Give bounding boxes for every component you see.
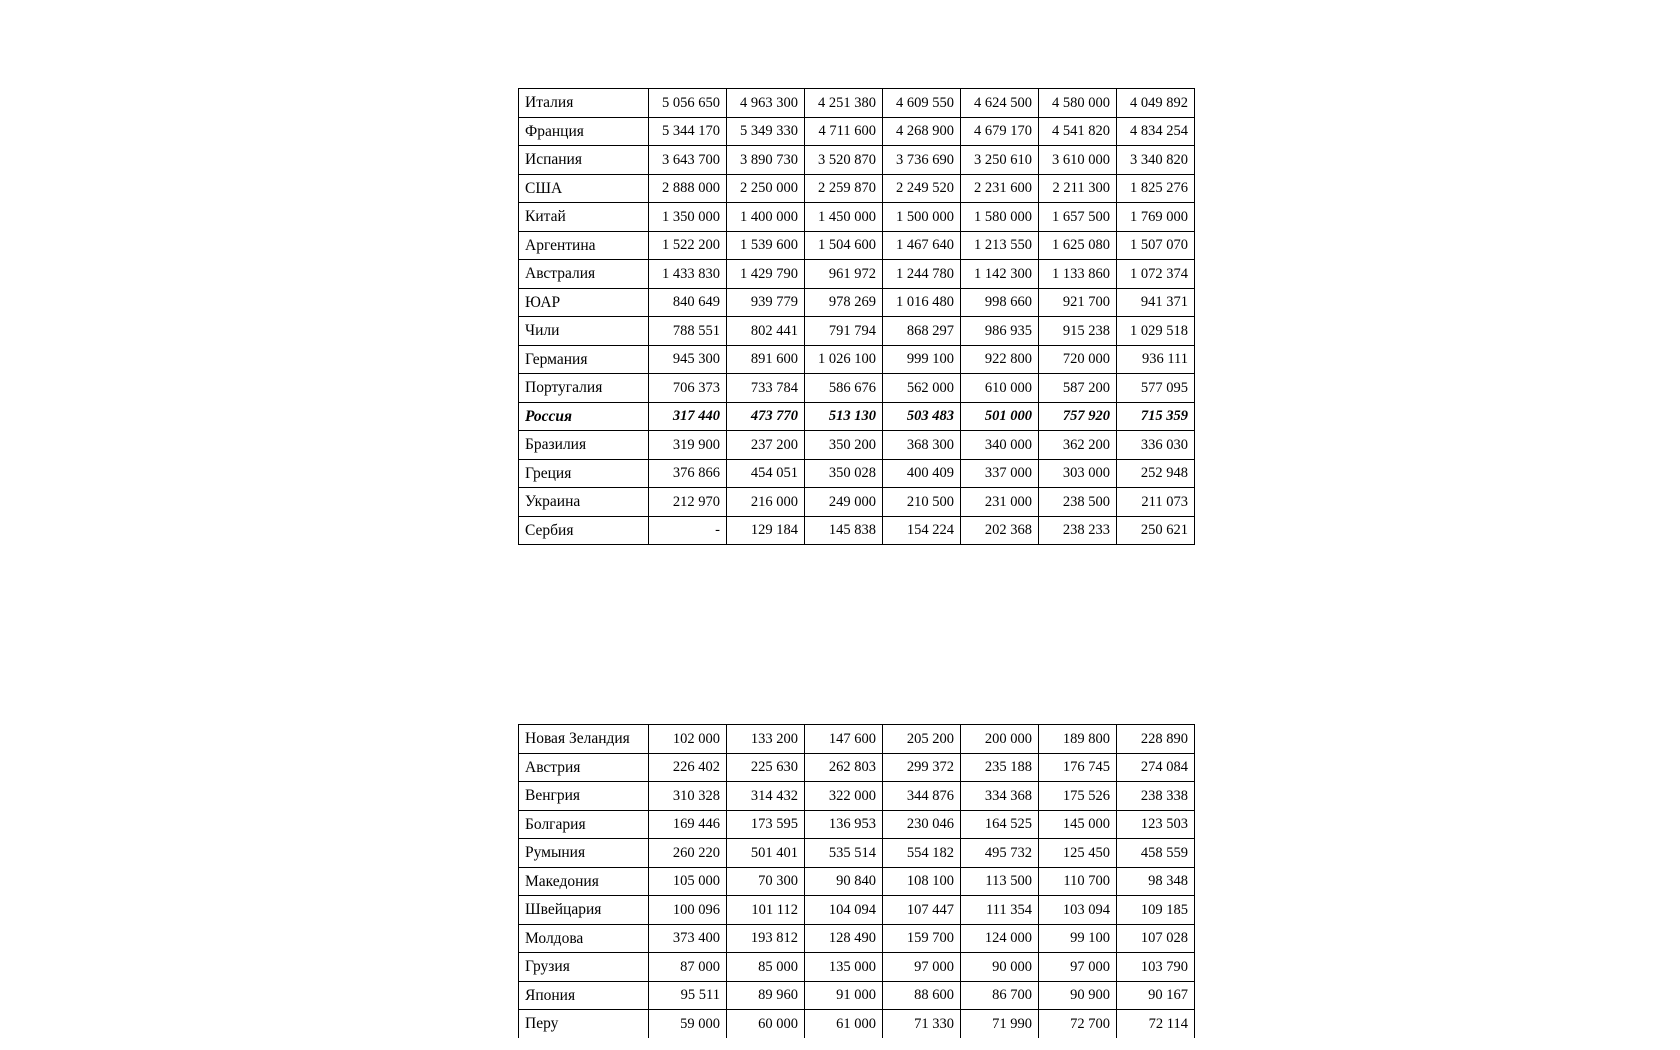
value-cell: 706 373 [649, 374, 727, 403]
value-cell: 108 100 [883, 867, 961, 896]
value-cell: 5 056 650 [649, 89, 727, 118]
value-cell: 1 450 000 [805, 203, 883, 232]
value-cell: 1 433 830 [649, 260, 727, 289]
value-cell: 1 072 374 [1117, 260, 1195, 289]
value-cell: 535 514 [805, 839, 883, 868]
value-cell: 840 649 [649, 288, 727, 317]
table-row [519, 288, 1195, 317]
value-cell: 1 507 070 [1117, 231, 1195, 260]
value-cell: 2 231 600 [961, 174, 1039, 203]
table-row [519, 402, 1195, 431]
value-cell: 868 297 [883, 317, 961, 346]
table-row [519, 896, 1195, 925]
value-cell: 503 483 [883, 402, 961, 431]
table-row [519, 345, 1195, 374]
value-cell: 4 834 254 [1117, 117, 1195, 146]
value-cell: 1 657 500 [1039, 203, 1117, 232]
value-cell: 720 000 [1039, 345, 1117, 374]
table-row [519, 117, 1195, 146]
value-cell: 317 440 [649, 402, 727, 431]
value-cell: 733 784 [727, 374, 805, 403]
table-row [519, 516, 1195, 545]
value-cell: 715 359 [1117, 402, 1195, 431]
table-row [519, 924, 1195, 953]
value-cell: 72 114 [1117, 1010, 1195, 1038]
table-row [519, 1010, 1195, 1038]
value-cell: 5 349 330 [727, 117, 805, 146]
country-cell: Аргентина [519, 231, 649, 260]
value-cell: 225 630 [727, 753, 805, 782]
value-cell: 587 200 [1039, 374, 1117, 403]
table-body [519, 725, 1195, 1038]
table-row [519, 203, 1195, 232]
value-cell: 473 770 [727, 402, 805, 431]
value-cell: 90 000 [961, 953, 1039, 982]
value-cell: 4 963 300 [727, 89, 805, 118]
value-cell: 3 520 870 [805, 146, 883, 175]
country-cell: Германия [519, 345, 649, 374]
value-cell: 135 000 [805, 953, 883, 982]
value-cell: 322 000 [805, 782, 883, 811]
country-cell: Италия [519, 89, 649, 118]
country-cell: Болгария [519, 810, 649, 839]
country-cell: Молдова [519, 924, 649, 953]
value-cell: 85 000 [727, 953, 805, 982]
value-cell: 110 700 [1039, 867, 1117, 896]
value-cell: 495 732 [961, 839, 1039, 868]
value-cell: 91 000 [805, 981, 883, 1010]
value-cell: 231 000 [961, 488, 1039, 517]
value-cell: 226 402 [649, 753, 727, 782]
value-cell: 70 300 [727, 867, 805, 896]
country-cell: Россия [519, 402, 649, 431]
value-cell: 123 503 [1117, 810, 1195, 839]
value-cell: 3 610 000 [1039, 146, 1117, 175]
value-cell: 262 803 [805, 753, 883, 782]
production-table-top [518, 88, 1195, 545]
value-cell: 4 049 892 [1117, 89, 1195, 118]
table-row [519, 753, 1195, 782]
value-cell: 86 700 [961, 981, 1039, 1010]
country-cell: Венгрия [519, 782, 649, 811]
table-row [519, 725, 1195, 754]
value-cell: 4 624 500 [961, 89, 1039, 118]
production-table-bottom [518, 724, 1195, 1038]
value-cell: 1 467 640 [883, 231, 961, 260]
country-cell: Чили [519, 317, 649, 346]
value-cell: 159 700 [883, 924, 961, 953]
value-cell: 216 000 [727, 488, 805, 517]
value-cell: 250 621 [1117, 516, 1195, 545]
value-cell: 173 595 [727, 810, 805, 839]
value-cell: 102 000 [649, 725, 727, 754]
table-row [519, 231, 1195, 260]
value-cell: 200 000 [961, 725, 1039, 754]
value-cell: 368 300 [883, 431, 961, 460]
value-cell: 336 030 [1117, 431, 1195, 460]
value-cell: 1 350 000 [649, 203, 727, 232]
value-cell: 237 200 [727, 431, 805, 460]
value-cell: 1 504 600 [805, 231, 883, 260]
value-cell: 936 111 [1117, 345, 1195, 374]
value-cell: 4 580 000 [1039, 89, 1117, 118]
value-cell: 1 539 600 [727, 231, 805, 260]
country-cell: Австралия [519, 260, 649, 289]
value-cell: 939 779 [727, 288, 805, 317]
country-cell: Япония [519, 981, 649, 1010]
value-cell: 103 094 [1039, 896, 1117, 925]
value-cell: 1 825 276 [1117, 174, 1195, 203]
table-row [519, 981, 1195, 1010]
value-cell: 337 000 [961, 459, 1039, 488]
value-cell: 133 200 [727, 725, 805, 754]
value-cell: 610 000 [961, 374, 1039, 403]
value-cell: 1 400 000 [727, 203, 805, 232]
value-cell: 90 167 [1117, 981, 1195, 1010]
value-cell: 757 920 [1039, 402, 1117, 431]
value-cell: 2 249 520 [883, 174, 961, 203]
value-cell: 501 000 [961, 402, 1039, 431]
country-cell: ЮАР [519, 288, 649, 317]
value-cell: 154 224 [883, 516, 961, 545]
value-cell: 334 368 [961, 782, 1039, 811]
table-row [519, 459, 1195, 488]
country-cell: Швейцария [519, 896, 649, 925]
value-cell: 260 220 [649, 839, 727, 868]
value-cell: 90 840 [805, 867, 883, 896]
value-cell: 1 580 000 [961, 203, 1039, 232]
value-cell: 235 188 [961, 753, 1039, 782]
country-cell: Греция [519, 459, 649, 488]
value-cell: 362 200 [1039, 431, 1117, 460]
value-cell: 100 096 [649, 896, 727, 925]
value-cell: 2 888 000 [649, 174, 727, 203]
value-cell: 113 500 [961, 867, 1039, 896]
value-cell: 274 084 [1117, 753, 1195, 782]
value-cell: 128 490 [805, 924, 883, 953]
value-cell: 98 348 [1117, 867, 1195, 896]
value-cell: 129 184 [727, 516, 805, 545]
table-row [519, 810, 1195, 839]
value-cell: 90 900 [1039, 981, 1117, 1010]
value-cell: 4 609 550 [883, 89, 961, 118]
table-row [519, 317, 1195, 346]
value-cell: 998 660 [961, 288, 1039, 317]
value-cell: 103 790 [1117, 953, 1195, 982]
country-cell: Грузия [519, 953, 649, 982]
value-cell: 4 679 170 [961, 117, 1039, 146]
value-cell: 501 401 [727, 839, 805, 868]
value-cell: 252 948 [1117, 459, 1195, 488]
value-cell: 986 935 [961, 317, 1039, 346]
value-cell: 238 500 [1039, 488, 1117, 517]
value-cell: 238 233 [1039, 516, 1117, 545]
country-cell: США [519, 174, 649, 203]
value-cell: 310 328 [649, 782, 727, 811]
value-cell: 1 769 000 [1117, 203, 1195, 232]
value-cell: 88 600 [883, 981, 961, 1010]
value-cell: 1 026 100 [805, 345, 883, 374]
value-cell: 400 409 [883, 459, 961, 488]
table-row [519, 782, 1195, 811]
value-cell: 554 182 [883, 839, 961, 868]
value-cell: 205 200 [883, 725, 961, 754]
value-cell: 3 736 690 [883, 146, 961, 175]
value-cell: 915 238 [1039, 317, 1117, 346]
value-cell: 4 251 380 [805, 89, 883, 118]
value-cell: 922 800 [961, 345, 1039, 374]
value-cell: 210 500 [883, 488, 961, 517]
value-cell: 60 000 [727, 1010, 805, 1038]
country-cell: Румыния [519, 839, 649, 868]
value-cell: 3 250 610 [961, 146, 1039, 175]
value-cell: 344 876 [883, 782, 961, 811]
value-cell: 4 541 820 [1039, 117, 1117, 146]
value-cell: 961 972 [805, 260, 883, 289]
value-cell: 61 000 [805, 1010, 883, 1038]
value-cell: 2 211 300 [1039, 174, 1117, 203]
value-cell: 169 446 [649, 810, 727, 839]
value-cell: 458 559 [1117, 839, 1195, 868]
value-cell: 1 016 480 [883, 288, 961, 317]
value-cell: 303 000 [1039, 459, 1117, 488]
country-cell: Бразилия [519, 431, 649, 460]
table-row [519, 174, 1195, 203]
table-row [519, 374, 1195, 403]
table-row [519, 431, 1195, 460]
value-cell: 136 953 [805, 810, 883, 839]
value-cell: 1 429 790 [727, 260, 805, 289]
value-cell: 577 095 [1117, 374, 1195, 403]
value-cell: 145 000 [1039, 810, 1117, 839]
value-cell: 1 244 780 [883, 260, 961, 289]
value-cell: 97 000 [1039, 953, 1117, 982]
value-cell: 101 112 [727, 896, 805, 925]
value-cell: 373 400 [649, 924, 727, 953]
value-cell: 586 676 [805, 374, 883, 403]
value-cell: 941 371 [1117, 288, 1195, 317]
country-cell: Испания [519, 146, 649, 175]
value-cell: 1 142 300 [961, 260, 1039, 289]
value-cell: 175 526 [1039, 782, 1117, 811]
value-cell: 212 970 [649, 488, 727, 517]
table-row [519, 488, 1195, 517]
value-cell: 124 000 [961, 924, 1039, 953]
value-cell: 3 340 820 [1117, 146, 1195, 175]
value-cell: 71 330 [883, 1010, 961, 1038]
value-cell: 1 133 860 [1039, 260, 1117, 289]
value-cell: 791 794 [805, 317, 883, 346]
value-cell: 107 447 [883, 896, 961, 925]
country-cell: Украина [519, 488, 649, 517]
value-cell: 1 500 000 [883, 203, 961, 232]
value-cell: 350 200 [805, 431, 883, 460]
value-cell: 145 838 [805, 516, 883, 545]
value-cell: 1 625 080 [1039, 231, 1117, 260]
value-cell: 802 441 [727, 317, 805, 346]
value-cell: 230 046 [883, 810, 961, 839]
table-row [519, 260, 1195, 289]
value-cell: 299 372 [883, 753, 961, 782]
value-cell: 2 259 870 [805, 174, 883, 203]
country-cell: Португалия [519, 374, 649, 403]
value-cell: 111 354 [961, 896, 1039, 925]
value-cell: 71 990 [961, 1010, 1039, 1038]
value-cell: 211 073 [1117, 488, 1195, 517]
country-cell: Китай [519, 203, 649, 232]
value-cell: 1 522 200 [649, 231, 727, 260]
value-cell: 891 600 [727, 345, 805, 374]
value-cell: 176 745 [1039, 753, 1117, 782]
value-cell: 454 051 [727, 459, 805, 488]
value-cell: 99 100 [1039, 924, 1117, 953]
value-cell: 4 711 600 [805, 117, 883, 146]
value-cell: 376 866 [649, 459, 727, 488]
value-cell: 87 000 [649, 953, 727, 982]
value-cell: - [649, 516, 727, 545]
table-row [519, 146, 1195, 175]
value-cell: 147 600 [805, 725, 883, 754]
value-cell: 238 338 [1117, 782, 1195, 811]
value-cell: 788 551 [649, 317, 727, 346]
country-cell: Австрия [519, 753, 649, 782]
value-cell: 189 800 [1039, 725, 1117, 754]
value-cell: 3 643 700 [649, 146, 727, 175]
value-cell: 89 960 [727, 981, 805, 1010]
value-cell: 1 213 550 [961, 231, 1039, 260]
country-cell: Македония [519, 867, 649, 896]
value-cell: 340 000 [961, 431, 1039, 460]
table-row [519, 839, 1195, 868]
value-cell: 945 300 [649, 345, 727, 374]
table-row [519, 867, 1195, 896]
value-cell: 314 432 [727, 782, 805, 811]
value-cell: 562 000 [883, 374, 961, 403]
value-cell: 125 450 [1039, 839, 1117, 868]
value-cell: 249 000 [805, 488, 883, 517]
value-cell: 97 000 [883, 953, 961, 982]
value-cell: 104 094 [805, 896, 883, 925]
value-cell: 3 890 730 [727, 146, 805, 175]
country-cell: Франция [519, 117, 649, 146]
value-cell: 350 028 [805, 459, 883, 488]
value-cell: 72 700 [1039, 1010, 1117, 1038]
value-cell: 921 700 [1039, 288, 1117, 317]
table-body [519, 89, 1195, 545]
value-cell: 513 130 [805, 402, 883, 431]
value-cell: 1 029 518 [1117, 317, 1195, 346]
value-cell: 107 028 [1117, 924, 1195, 953]
value-cell: 164 525 [961, 810, 1039, 839]
value-cell: 2 250 000 [727, 174, 805, 203]
value-cell: 59 000 [649, 1010, 727, 1038]
value-cell: 999 100 [883, 345, 961, 374]
value-cell: 105 000 [649, 867, 727, 896]
value-cell: 4 268 900 [883, 117, 961, 146]
table-row [519, 953, 1195, 982]
value-cell: 319 900 [649, 431, 727, 460]
value-cell: 109 185 [1117, 896, 1195, 925]
value-cell: 5 344 170 [649, 117, 727, 146]
country-cell: Новая Зеландия [519, 725, 649, 754]
country-cell: Сербия [519, 516, 649, 545]
value-cell: 95 511 [649, 981, 727, 1010]
value-cell: 202 368 [961, 516, 1039, 545]
value-cell: 193 812 [727, 924, 805, 953]
country-cell: Перу [519, 1010, 649, 1038]
value-cell: 978 269 [805, 288, 883, 317]
value-cell: 228 890 [1117, 725, 1195, 754]
table-row [519, 89, 1195, 118]
